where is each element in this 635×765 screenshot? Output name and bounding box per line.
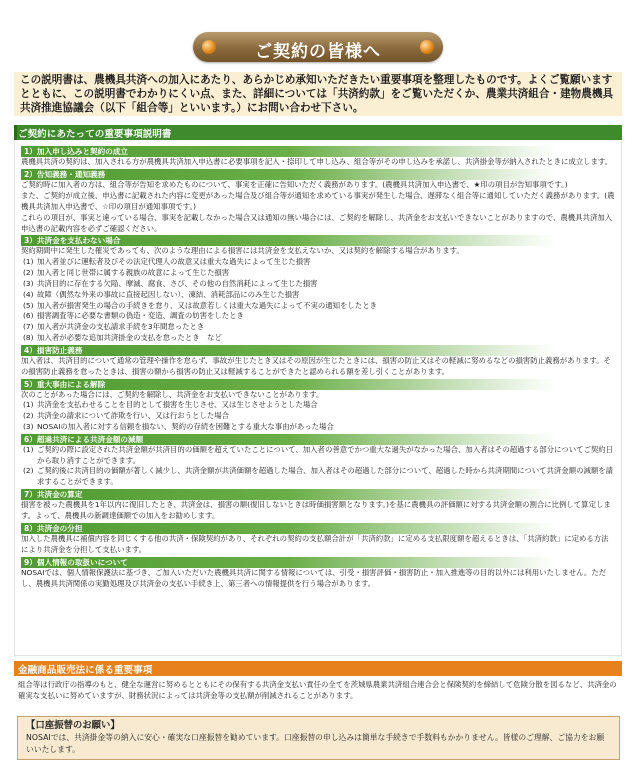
section-4-text: 加入者は、共済目的について通常の管理や操作を怠らず、事故が生じたとき又はその原因が生じたときには、損害の防止又はその軽減に努めるなどの損害防止義務があります。その損害防止義務を怠ったときは、損害の額から損害の防止又は軽減することができたと認められる額を差し引くことがあります。: [21, 355, 611, 376]
section-3-title: 3）共済金を支払わない場合: [21, 235, 615, 246]
section-6-list: [21, 445, 615, 488]
list-number: (5): [23, 300, 34, 310]
account-transfer-title: 【口座振替のお願い】: [26, 720, 120, 731]
section-7-text: 損害を被った農機具を1年以内に復旧したとき、共済金は、損害の額(復旧しないときは時価損害額となります。)を基に農機具の評価額に対する共済金額の割合に比例して算定します。よって、農機具の新調達価額での加入をお勧めします。: [21, 500, 611, 520]
list-number: (6): [23, 311, 34, 321]
list-number: (3): [23, 422, 34, 432]
page-title-banner: [193, 32, 443, 62]
page-title: ご契約の皆様へ: [255, 42, 381, 62]
list-number: (3): [23, 278, 34, 288]
section-3-text: 契約期間中に発生した罹災であっても、次のような理由による損害には共済金を支払えないか、又は契約を解除する場合があります。: [21, 246, 464, 256]
list-text: ご契約の際に設定された共済金額が共済目的の価額を超えていたことについて、加入者の善意でかつ重大な過失がなかった場合、加入者はその超過する部分についてご契約日から取り消すことができます。: [37, 444, 614, 465]
list-text: 共済金を支払わせることを目的として損害を生じさせ、又は生じさせようとした場合: [37, 400, 318, 410]
list-text: 加入者が共済金の支払請求手続を3年間怠ったとき: [37, 322, 205, 332]
list-item: [21, 279, 615, 290]
list-text: 共済金の請求について詐欺を行い、又は行おうとした場合: [37, 411, 230, 421]
list-item: [21, 322, 615, 333]
list-text: 故障（偶然な外来の事故に直接起因しない）、凍結、消耗部品にのみ生じた損害: [37, 289, 300, 299]
important-matters-body: [14, 141, 622, 656]
section-5-text: 次のことがあった場合には、ご契約を解除し、共済金をお支払いできないことがあります。: [21, 389, 324, 399]
section-9-title: 9）個人情報の取扱いについて: [21, 557, 615, 568]
section-5-title: 5）重大事由による解除: [21, 379, 615, 390]
list-item: [21, 268, 615, 279]
list-number: (1): [23, 444, 34, 454]
section-1-title: 1）加入申し込みと契約の成立: [21, 146, 615, 157]
list-text: 損害調査等に必要な書類の偽造・変造、調査の妨害をしたとき: [37, 311, 244, 321]
account-transfer-text: NOSAIでは、共済掛金等の納入に安心・確実な口座振替を勧めています。口座振替の申し込みは簡単な手続きで手数料もかかりません。皆様のご理解、ご協力をお願いいたします。: [26, 733, 605, 754]
list-number: (2): [23, 466, 34, 476]
section-2-para-2: また、ご契約が成立後、申込書に記載された内容に変更があった場合及び組合等が通知を求めている事実が発生した場合、遅滞なく組合等に通知していただく義務があります。(農機具共済加入申込書で、☆印の項目が通知事項です。): [21, 190, 615, 211]
list-number: (1): [23, 257, 34, 267]
list-item: [21, 257, 615, 268]
list-text: NOSAIの加入者に対する信頼を損ない、契約の存続を困難とする重大な事由があった場合: [37, 422, 334, 432]
list-text: 共済目的に存在する欠陥、摩滅、腐食、さび、その他の自然消耗によって生じた損害: [37, 278, 318, 288]
section-1-text: 農機具共済の契約は、加入される方が農機具共済加入申込書に必要事項を記入・捺印して申し込み、組合等がその申し込みを承諾し、共済掛金等が納入されたときに成立します。: [21, 157, 613, 166]
list-number: (2): [23, 411, 34, 421]
section-8-title: 8）共済金の分担: [21, 523, 615, 534]
list-item: [21, 445, 615, 467]
list-item: [21, 311, 615, 322]
list-text: 加入者が必要な追加共済掛金の支払を怠ったとき など: [37, 332, 222, 342]
list-text: 加入者並びに運転者及びその法定代理人の故意又は重大な過失によって生じた損害: [37, 257, 311, 267]
list-number: (8): [23, 332, 34, 342]
finance-text: 組合等は行政庁の指導のもと、健全な運営に努めるとともにその保有する共済金支払い責任の全てを茨城県農業共済組合連合会と保険契約を締結して危険分散を図るなど、共済金の確実な支払いに努めていますが、財務状況によっては共済金等の支払額が削減されることがあります。: [18, 680, 617, 700]
list-item: [21, 333, 615, 344]
list-number: (7): [23, 322, 34, 332]
list-item: [21, 400, 615, 411]
section-2-para-3: これらの項目が、事実と違っている場合、事実を記載しなかった場合又は通知の無い場合には、ご契約を解除し、共済金をお支払いできないことがありますので、農機具共済加入申込書の記載内容を必ずご確認ください。: [21, 212, 613, 233]
section-2-title: 2）告知義務・通知義務: [21, 169, 615, 180]
list-item: [21, 290, 615, 301]
finance-section-header: 金融商品販売法に係る重要事項: [14, 661, 622, 676]
list-number: (2): [23, 268, 34, 278]
list-item: [21, 301, 615, 312]
section-5-list: [21, 400, 615, 432]
list-number: (4): [23, 289, 34, 299]
account-transfer-notice: [17, 716, 620, 760]
section-2-para-1: ご契約時に加入者の方は、組合等が告知を求めたものについて、事実を正確に告知いただく義務があります。(農機具共済加入申込書で、★印の項目が告知事項です。): [21, 179, 568, 189]
list-number: (1): [23, 400, 34, 410]
list-text: ご契約後に共済目的の価額が著しく減少し、共済金額が共済価額を超過した場合、加入者はその超過した部分について、超過した時から共済期間について共済金額の減額を請求することができます。: [37, 466, 614, 487]
list-item: [21, 422, 615, 433]
section-9-text: NOSAIでは、個人情報保護法に基づき、ご加入いただいた農機具共済に関する情報については、引受・損害評価・損害防止・加入推進等の目的以外には利用いたしません。ただし、農機具共済関係の実勤処理及び共済金の支払い手続き上、第三者への情報提供を行う場合があります。: [21, 567, 607, 588]
section-4-title: 4）損害防止義務: [21, 345, 615, 356]
decorative-dot-icon: [420, 40, 434, 54]
section-8-text: 加入した農機具に補償内容を同じくする他の共済・保険契約があり、それぞれの契約の支払額合計が「共済約款」に定める支払限度額を超えるときは、「共済約款」に定める方法により共済金を分担して支払います。: [21, 533, 609, 554]
list-text: 加入者と同じ世帯に属する親族の故意によって生じた損害: [37, 268, 230, 278]
section-3-list: [21, 257, 615, 343]
section-7-title: 7）共済金の算定: [21, 489, 615, 500]
section-6-title: 6）超過共済による共済金額の減額: [21, 434, 615, 445]
intro-text: この説明書は、農機具共済への加入にあたり、あらかじめ承知いただきたい重要事項を整理したものです。よくご覧願いますとともに、この説明書でわかりにくい点、また、詳細については「共済約款」をご覧いただくか、農業共済組合・建物農機具共済推進協議会（以下「組合等」といいます。）にお問い合わせ下さい。: [14, 72, 622, 116]
list-text: 加入者が損害発生の場合の手続きを怠り、又は故意若しくは重大な過失によって不実の通知をしたとき: [37, 300, 377, 310]
list-item: [21, 411, 615, 422]
main-section-header: ご契約にあたっての重要事項説明書: [14, 125, 622, 140]
list-item: [21, 466, 615, 488]
